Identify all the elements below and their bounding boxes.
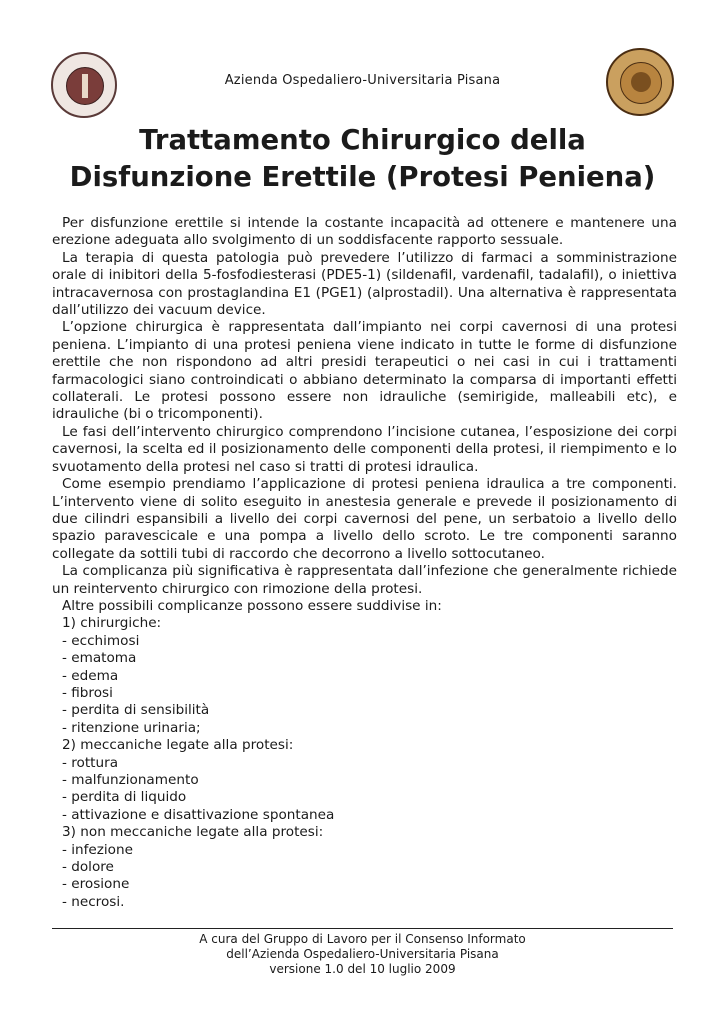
list-item: 1) chirurgiche: xyxy=(62,615,162,632)
list-item: Altre possibili complicanze possono essere suddivise in: xyxy=(62,597,442,614)
footer-line: versione 1.0 del 10 luglio 2009 xyxy=(269,962,456,977)
complications-list xyxy=(52,598,677,911)
list-item: 3) non meccaniche legate alla protesi: xyxy=(62,824,324,841)
paragraph: Come esempio prendiamo l’applicazione di protesi peniena idraulica a tre componenti. L’intervento viene di solito eseguito in anestesia generale e prevede il posizionamento di due cilindri espansibili a livello dei corpi cavernosi del pene, un serbatoio a livello dello spazio paravescicale e una pompa a livello dello scroto. Le tre componenti saranno collegate da sottili tubi di raccordo che decorrono a livello sottocutaneo. xyxy=(52,476,677,562)
list-item: - perdita di sensibilità xyxy=(62,702,210,719)
title-line-2: Disfunzione Erettile (Protesi Peniena) xyxy=(69,161,656,193)
list-item: - rottura xyxy=(62,754,119,771)
list-item: 2) meccaniche legate alla protesi: xyxy=(62,737,294,754)
list-item: - edema xyxy=(62,667,119,684)
list-item: - ritenzione urinaria; xyxy=(62,719,201,736)
paragraph: La complicanza più significativa è rappresentata dall’infezione che generalmente richiede un reintervento chirurgico con rimozione della protesi. xyxy=(52,563,677,597)
list-item: - perdita di liquido xyxy=(62,789,187,806)
footer xyxy=(0,932,725,978)
list-item: - infezione xyxy=(62,841,133,858)
list-item: - erosione xyxy=(62,876,130,893)
list-item: - necrosi. xyxy=(62,893,125,910)
list-item: - malfunzionamento xyxy=(62,772,199,788)
list-item: - fibrosi xyxy=(62,684,113,701)
list-item: - ematoma xyxy=(62,650,137,667)
document-body xyxy=(52,215,677,911)
list-item: - ecchimosi xyxy=(62,632,140,649)
title-line-1: Trattamento Chirurgico della xyxy=(139,124,586,156)
paragraph: Le fasi dell’intervento chirurgico comprendono l’incisione cutanea, l’esposizione dei corpi cavernosi, la scelta ed il posizionamento delle componenti della protesi, il riempimento e lo svuotamento della protesi nel caso si tratti di protesi idraulica. xyxy=(52,423,677,475)
footer-divider xyxy=(52,928,673,929)
paragraph: Per disfunzione erettile si intende la costante incapacità ad ottenere e mantenere una erezione adeguata allo svolgimento di un soddisfacente rapporto sessuale. xyxy=(52,215,677,249)
footer-line: A cura del Gruppo di Lavoro per il Consenso Informato xyxy=(199,932,526,946)
footer-line: dell’Azienda Ospedaliero-Universitaria Pisana xyxy=(226,947,499,962)
list-item: - dolore xyxy=(62,859,114,876)
header-organization: Azienda Ospedaliero-Universitaria Pisana xyxy=(224,73,501,88)
paragraph: La terapia di questa patologia può prevedere l’utilizzo di farmaci a somministrazione orale di inibitori della 5-fosfodiesterasi (PDE5-1) (sildenafil, vardenafil, tadalafil), o iniettiva intracavernosa con prostaglandina E1 (PGE1) (alprostadil). Una alternativa è rappresentata dall’utilizzo dei vacuum device. xyxy=(52,249,677,319)
paragraph: L’opzione chirurgica è rappresentata dall’impianto nei corpi cavernosi di una protesi peniena. L’impianto di una protesi peniena viene indicato in tutte le forme di disfunzione erettile che non rispondono ad altri presidi terapeutici o nei casi in cui i trattamenti farmacologici siano controindicati o abbiano determinato la comparsa di importanti effetti collaterali. Le protesi possono essere non idrauliche (semirigide, malleabili etc), e idrauliche (bi o tricomponenti). xyxy=(52,319,677,423)
document-title xyxy=(40,122,685,196)
list-item: - attivazione e disattivazione spontanea xyxy=(62,806,335,823)
